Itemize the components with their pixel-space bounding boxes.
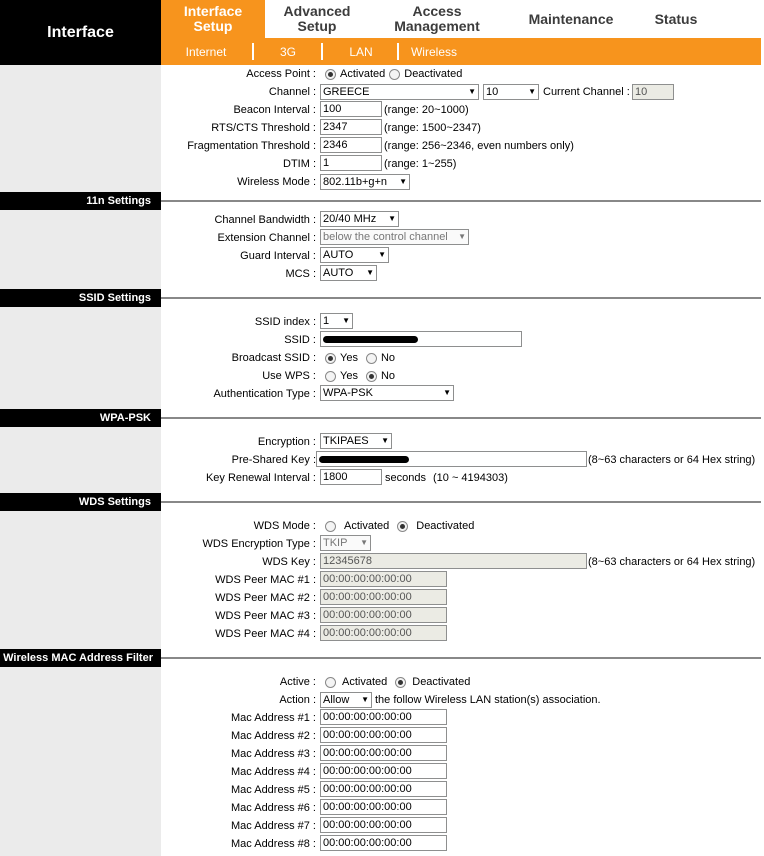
wds-encryption-type-select[interactable] xyxy=(320,535,371,551)
section-header-wpa-psk: WPA-PSK xyxy=(0,409,161,427)
mac-address-label: Mac Address #4 : xyxy=(231,766,316,778)
authentication-type-label: Authentication Type : xyxy=(213,388,316,400)
beacon-interval-label: Beacon Interval : xyxy=(233,104,316,116)
ssid-input[interactable] xyxy=(320,331,522,347)
section-divider xyxy=(161,501,761,503)
chevron-down-icon: ▼ xyxy=(399,177,407,186)
subtab-label: LAN xyxy=(349,44,373,59)
mac-address-input[interactable]: 00:00:00:00:00:00 xyxy=(320,727,447,743)
fragmentation-threshold-input[interactable]: 2346 xyxy=(320,137,382,153)
mac-address-label: Mac Address #2 : xyxy=(231,730,316,742)
pre-shared-key-hint: (8~63 characters or 64 Hex string) xyxy=(588,454,756,466)
tab-label-line1: Status xyxy=(654,10,698,27)
sub-nav xyxy=(161,38,761,65)
channel-bandwidth-label: Channel Bandwidth : xyxy=(214,214,316,226)
fragmentation-range-hint: (range: 256~2346, even numbers only) xyxy=(384,140,574,152)
ssid-label: SSID : xyxy=(284,334,316,346)
sidebar xyxy=(0,65,161,856)
wds-peer-mac-input[interactable]: 00:00:00:00:00:00 xyxy=(320,625,447,641)
select-value: AUTO xyxy=(323,249,354,261)
subtab-3g[interactable] xyxy=(256,38,320,65)
wds-encryption-type-label: WDS Encryption Type : xyxy=(202,538,316,550)
brand-logo xyxy=(0,0,161,65)
tab-access-management[interactable] xyxy=(375,0,499,38)
mac-address-input[interactable]: 00:00:00:00:00:00 xyxy=(320,817,447,833)
select-value: 1 xyxy=(323,315,330,327)
tab-label-line2: Setup xyxy=(193,18,233,34)
tab-maintenance[interactable] xyxy=(511,0,631,38)
wds-mode-deactivated-radio[interactable] xyxy=(397,521,408,532)
access-point-deactivated-radio[interactable] xyxy=(389,69,400,80)
tab-label-line1: Maintenance xyxy=(528,10,614,27)
subtab-divider xyxy=(321,43,323,60)
extension-channel-select[interactable] xyxy=(320,229,469,245)
brand-label: Interface xyxy=(47,23,114,41)
use-wps-options xyxy=(325,370,399,382)
mac-address-label: Mac Address #6 : xyxy=(231,802,316,814)
broadcast-ssid-yes-radio[interactable] xyxy=(325,353,336,364)
mac-address-label: Mac Address #1 : xyxy=(231,712,316,724)
guard-interval-select[interactable] xyxy=(320,247,389,263)
key-renewal-unit: seconds xyxy=(385,472,426,484)
radio-label: Activated xyxy=(342,676,388,688)
wds-key-hint: (8~63 characters or 64 Hex string) xyxy=(588,556,756,568)
wds-peer-mac-label: WDS Peer MAC #3 : xyxy=(215,610,316,622)
access-point-label: Access Point : xyxy=(246,68,316,80)
redacted-scribble xyxy=(319,456,409,463)
chevron-down-icon: ▼ xyxy=(366,268,374,277)
key-renewal-range: (10 ~ 4194303) xyxy=(433,472,508,484)
chevron-down-icon: ▼ xyxy=(342,316,350,325)
wds-peer-mac-input[interactable]: 00:00:00:00:00:00 xyxy=(320,571,447,587)
wds-mode-label: WDS Mode : xyxy=(253,520,316,532)
redacted-scribble xyxy=(323,336,418,343)
fragmentation-threshold-label: Fragmentation Threshold : xyxy=(187,140,316,152)
radio-label: Deactivated xyxy=(412,676,471,688)
radio-label: No xyxy=(380,352,396,364)
wds-peer-mac-label: WDS Peer MAC #2 : xyxy=(215,592,316,604)
select-value: GREECE xyxy=(323,86,370,98)
authentication-type-select[interactable] xyxy=(320,385,454,401)
key-renewal-label: Key Renewal Interval : xyxy=(205,472,316,484)
tab-status[interactable] xyxy=(641,0,711,38)
dtim-range-hint: (range: 1~255) xyxy=(384,158,457,170)
encryption-select[interactable] xyxy=(320,433,392,449)
chevron-down-icon: ▼ xyxy=(528,87,536,96)
chevron-down-icon: ▼ xyxy=(468,87,476,96)
beacon-interval-input[interactable]: 100 xyxy=(320,101,382,117)
use-wps-label: Use WPS : xyxy=(262,370,316,382)
current-channel-field: 10 xyxy=(632,84,674,100)
dtim-label: DTIM : xyxy=(283,158,316,170)
chevron-down-icon: ▼ xyxy=(360,538,368,547)
select-value: 20/40 MHz xyxy=(323,213,377,225)
mac-address-input[interactable]: 00:00:00:00:00:00 xyxy=(320,781,447,797)
broadcast-ssid-options xyxy=(325,352,399,364)
mac-address-label: Mac Address #7 : xyxy=(231,820,316,832)
tab-label-line2: Setup xyxy=(297,18,337,34)
radio-label: Activated xyxy=(340,68,386,80)
select-value: TKIPAES xyxy=(323,435,369,447)
radio-label: No xyxy=(380,370,396,382)
channel-country-select[interactable] xyxy=(320,84,479,100)
subtab-label: Wireless xyxy=(410,44,457,59)
mac-address-input[interactable]: 00:00:00:00:00:00 xyxy=(320,835,447,851)
subtab-divider xyxy=(397,43,399,60)
tab-label-line1: Interface xyxy=(183,3,243,19)
tab-label-line1: Access xyxy=(412,3,462,19)
rts-threshold-input[interactable]: 2347 xyxy=(320,119,382,135)
wds-key-input[interactable]: 12345678 xyxy=(320,553,587,569)
wds-peer-mac-label: WDS Peer MAC #4 : xyxy=(215,628,316,640)
select-value: AUTO xyxy=(323,267,354,279)
wds-mode-options xyxy=(325,520,478,532)
mac-address-input[interactable]: 00:00:00:00:00:00 xyxy=(320,799,447,815)
section-divider xyxy=(161,297,761,299)
mac-filter-active-label: Active : xyxy=(279,676,316,688)
tab-label-line1: Advanced xyxy=(283,3,351,19)
channel-label: Channel : xyxy=(268,86,316,98)
use-wps-yes-radio[interactable] xyxy=(325,371,336,382)
ssid-index-label: SSID index : xyxy=(254,316,316,328)
subtab-label: 3G xyxy=(279,44,296,59)
select-value: 10 xyxy=(486,86,499,98)
section-header-ssid: SSID Settings xyxy=(0,289,161,307)
wireless-mode-label: Wireless Mode : xyxy=(237,176,316,188)
dtim-input[interactable]: 1 xyxy=(320,155,382,171)
use-wps-no-radio[interactable] xyxy=(366,371,377,382)
mac-filter-action-select[interactable] xyxy=(320,692,372,708)
section-header-mac-filter: Wireless MAC Address Filter xyxy=(0,649,161,667)
mcs-select[interactable] xyxy=(320,265,377,281)
tab-label-line2: Management xyxy=(394,18,480,34)
wds-peer-mac-input[interactable]: 00:00:00:00:00:00 xyxy=(320,589,447,605)
radio-label: Deactivated xyxy=(416,520,475,532)
mac-address-label: Mac Address #3 : xyxy=(231,748,316,760)
beacon-range-hint: (range: 20~1000) xyxy=(384,104,469,116)
mac-filter-active-options xyxy=(325,676,474,688)
access-point-options xyxy=(325,68,466,80)
chevron-down-icon: ▼ xyxy=(378,250,386,259)
mac-address-input[interactable]: 00:00:00:00:00:00 xyxy=(320,763,447,779)
wds-peer-mac-input[interactable]: 00:00:00:00:00:00 xyxy=(320,607,447,623)
current-channel-label: Current Channel : xyxy=(543,86,630,98)
section-divider xyxy=(161,200,761,202)
encryption-label: Encryption : xyxy=(257,436,316,448)
key-renewal-input[interactable]: 1800 xyxy=(320,469,382,485)
chevron-down-icon: ▼ xyxy=(361,695,369,704)
select-value: TKIP xyxy=(323,537,348,549)
mac-filter-action-text: the follow Wireless LAN station(s) association. xyxy=(375,694,601,706)
ssid-index-select[interactable] xyxy=(320,313,353,329)
radio-label: Activated xyxy=(344,520,390,532)
wds-key-label: WDS Key : xyxy=(262,556,316,568)
subtab-divider xyxy=(252,43,254,60)
guard-interval-label: Guard Interval : xyxy=(240,250,316,262)
section-divider xyxy=(161,417,761,419)
broadcast-ssid-label: Broadcast SSID : xyxy=(231,352,316,364)
wireless-mode-select[interactable] xyxy=(320,174,410,190)
mcs-label: MCS : xyxy=(285,268,316,280)
extension-channel-label: Extension Channel : xyxy=(217,232,316,244)
rts-range-hint: (range: 1500~2347) xyxy=(384,122,481,134)
subtab-label: Internet xyxy=(185,44,227,59)
access-point-activated-radio[interactable] xyxy=(325,69,336,80)
channel-bandwidth-select[interactable] xyxy=(320,211,399,227)
subtab-wireless[interactable] xyxy=(401,38,467,65)
chevron-down-icon: ▼ xyxy=(443,388,451,397)
mac-address-input[interactable]: 00:00:00:00:00:00 xyxy=(320,745,447,761)
select-value: 802.11b+g+n xyxy=(323,176,388,188)
channel-number-select[interactable] xyxy=(483,84,539,100)
mac-address-input[interactable]: 00:00:00:00:00:00 xyxy=(320,709,447,725)
subtab-internet[interactable] xyxy=(161,38,251,65)
select-value: Allow xyxy=(323,694,350,706)
broadcast-ssid-no-radio[interactable] xyxy=(366,353,377,364)
chevron-down-icon: ▼ xyxy=(381,436,389,445)
select-value: WPA-PSK xyxy=(323,387,373,399)
mac-filter-activated-radio[interactable] xyxy=(325,677,336,688)
subtab-lan[interactable] xyxy=(326,38,396,65)
chevron-down-icon: ▼ xyxy=(388,214,396,223)
mac-filter-deactivated-radio[interactable] xyxy=(395,677,406,688)
mac-address-label: Mac Address #8 : xyxy=(231,838,316,850)
main-nav xyxy=(161,0,761,38)
mac-filter-action-label: Action : xyxy=(279,694,316,706)
radio-label: Deactivated xyxy=(404,68,463,80)
tab-advanced-setup[interactable] xyxy=(265,0,369,38)
section-header-11n: 11n Settings xyxy=(0,192,161,210)
pre-shared-key-input[interactable] xyxy=(316,451,587,467)
radio-label: Yes xyxy=(340,370,358,382)
section-header-wds: WDS Settings xyxy=(0,493,161,511)
select-value: below the control channel xyxy=(323,231,448,243)
pre-shared-key-label: Pre-Shared Key : xyxy=(231,454,316,466)
wds-mode-activated-radio[interactable] xyxy=(325,521,336,532)
tab-interface-setup[interactable] xyxy=(161,0,265,38)
mac-address-label: Mac Address #5 : xyxy=(231,784,316,796)
section-divider xyxy=(161,657,761,659)
rts-threshold-label: RTS/CTS Threshold : xyxy=(211,122,316,134)
chevron-down-icon: ▼ xyxy=(458,232,466,241)
radio-label: Yes xyxy=(340,352,358,364)
wds-peer-mac-label: WDS Peer MAC #1 : xyxy=(215,574,316,586)
